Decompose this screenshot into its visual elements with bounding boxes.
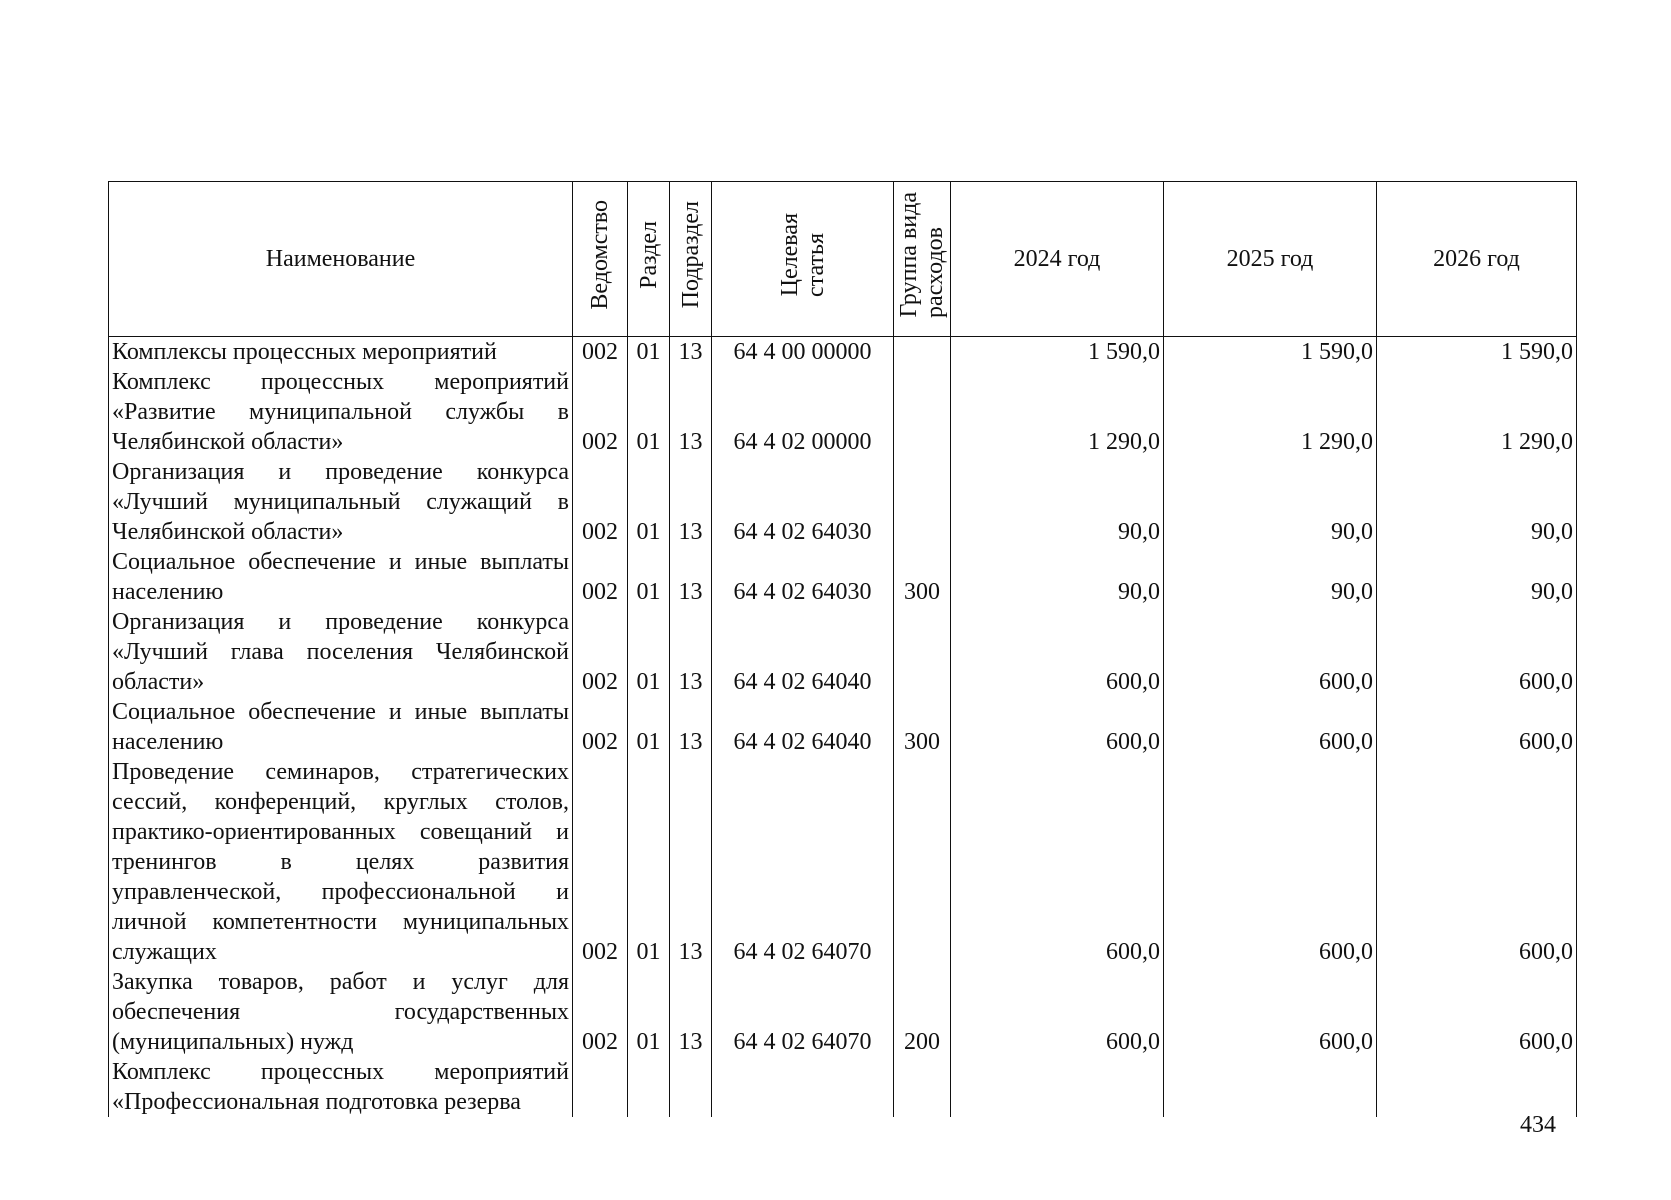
row-value-2024: 1 590,0 xyxy=(951,337,1164,368)
table-header-row xyxy=(109,182,1577,337)
row-podrazdel: 13 xyxy=(670,757,712,967)
row-vedomstvo: 002 xyxy=(573,367,628,457)
row-value-2024: 90,0 xyxy=(951,547,1164,607)
row-gruppa-vida xyxy=(894,337,951,368)
table-row xyxy=(109,1057,1577,1117)
row-value-2026: 600,0 xyxy=(1377,757,1577,967)
row-value-2024: 600,0 xyxy=(951,967,1164,1057)
row-celevaya-statya: 64 4 02 64040 xyxy=(712,697,894,757)
row-gruppa-vida: 200 xyxy=(894,967,951,1057)
row-celevaya-statya xyxy=(712,1057,894,1117)
row-razdel xyxy=(628,1057,670,1117)
row-podrazdel xyxy=(670,1057,712,1117)
row-gruppa-vida xyxy=(894,757,951,967)
table-row xyxy=(109,367,1577,457)
row-podrazdel: 13 xyxy=(670,367,712,457)
row-value-2026: 1 590,0 xyxy=(1377,337,1577,368)
budget-table xyxy=(108,181,1577,1117)
row-gruppa-vida: 300 xyxy=(894,697,951,757)
row-gruppa-vida xyxy=(894,367,951,457)
table-row xyxy=(109,607,1577,697)
row-gruppa-vida xyxy=(894,607,951,697)
row-value-2025: 600,0 xyxy=(1164,607,1377,697)
row-value-2025: 600,0 xyxy=(1164,757,1377,967)
table-row xyxy=(109,457,1577,547)
row-value-2024: 600,0 xyxy=(951,607,1164,697)
header-vedomstvo: Ведомство xyxy=(573,182,628,337)
row-podrazdel: 13 xyxy=(670,697,712,757)
row-celevaya-statya: 64 4 02 64070 xyxy=(712,967,894,1057)
row-razdel: 01 xyxy=(628,607,670,697)
header-gruppa-line2: расходов xyxy=(922,226,948,318)
row-podrazdel: 13 xyxy=(670,547,712,607)
row-razdel: 01 xyxy=(628,547,670,607)
row-value-2024: 600,0 xyxy=(951,697,1164,757)
row-value-2026: 1 290,0 xyxy=(1377,367,1577,457)
header-2026: 2026 год xyxy=(1377,182,1577,337)
row-gruppa-vida xyxy=(894,1057,951,1117)
row-vedomstvo: 002 xyxy=(573,607,628,697)
row-name: Комплексы процессных мероприятий xyxy=(109,337,573,368)
row-value-2026: 600,0 xyxy=(1377,607,1577,697)
row-razdel: 01 xyxy=(628,967,670,1057)
table-row xyxy=(109,967,1577,1057)
row-value-2025: 600,0 xyxy=(1164,697,1377,757)
row-value-2024: 90,0 xyxy=(951,457,1164,547)
row-celevaya-statya: 64 4 02 64030 xyxy=(712,457,894,547)
row-value-2025: 600,0 xyxy=(1164,967,1377,1057)
row-celevaya-statya: 64 4 02 64030 xyxy=(712,547,894,607)
row-podrazdel: 13 xyxy=(670,967,712,1057)
row-gruppa-vida: 300 xyxy=(894,547,951,607)
header-celevaya-line2: статья xyxy=(802,232,829,297)
row-value-2024 xyxy=(951,1057,1164,1117)
row-razdel: 01 xyxy=(628,337,670,368)
row-gruppa-vida xyxy=(894,457,951,547)
header-gruppa-vida-rashodov xyxy=(894,182,951,337)
row-name: Комплекс процессных мероприятий «Профессиональная подготовка резерва xyxy=(109,1057,573,1117)
row-value-2026: 90,0 xyxy=(1377,457,1577,547)
header-2025: 2025 год xyxy=(1164,182,1377,337)
table-body xyxy=(109,337,1577,1118)
row-name: Проведение семинаров, стратегических сессий, конференций, круглых столов, практико-ориентированных совещаний и тренингов в целях развития управленческой, профессиональной и личной компетентности муниципальных служащих xyxy=(109,757,573,967)
row-razdel: 01 xyxy=(628,457,670,547)
header-name: Наименование xyxy=(109,182,573,337)
row-value-2025: 1 290,0 xyxy=(1164,367,1377,457)
row-celevaya-statya: 64 4 02 64070 xyxy=(712,757,894,967)
row-vedomstvo: 002 xyxy=(573,337,628,368)
row-value-2026: 90,0 xyxy=(1377,547,1577,607)
row-razdel: 01 xyxy=(628,367,670,457)
row-celevaya-statya: 64 4 00 00000 xyxy=(712,337,894,368)
row-name: Закупка товаров, работ и услуг для обеспечения государственных (муниципальных) нужд xyxy=(109,967,573,1057)
row-name: Комплекс процессных мероприятий «Развитие муниципальной службы в Челябинской области» xyxy=(109,367,573,457)
page-number: 434 xyxy=(1520,1112,1556,1138)
row-name: Организация и проведение конкурса «Лучший глава поселения Челябинской области» xyxy=(109,607,573,697)
row-razdel: 01 xyxy=(628,697,670,757)
row-celevaya-statya: 64 4 02 64040 xyxy=(712,607,894,697)
header-razdel: Раздел xyxy=(628,182,670,337)
row-value-2025: 90,0 xyxy=(1164,547,1377,607)
row-name: Организация и проведение конкурса «Лучший муниципальный служащий в Челябинской области» xyxy=(109,457,573,547)
table-row xyxy=(109,337,1577,368)
row-value-2025 xyxy=(1164,1057,1377,1117)
row-podrazdel: 13 xyxy=(670,457,712,547)
header-celevaya-line1: Целевая xyxy=(776,213,803,297)
table-row xyxy=(109,757,1577,967)
row-razdel: 01 xyxy=(628,757,670,967)
row-value-2026: 600,0 xyxy=(1377,967,1577,1057)
table-row xyxy=(109,547,1577,607)
row-vedomstvo: 002 xyxy=(573,547,628,607)
row-celevaya-statya: 64 4 02 00000 xyxy=(712,367,894,457)
row-value-2026: 600,0 xyxy=(1377,697,1577,757)
row-value-2024: 1 290,0 xyxy=(951,367,1164,457)
row-value-2024: 600,0 xyxy=(951,757,1164,967)
header-gruppa-line1: Группа вида xyxy=(896,192,922,318)
header-2024: 2024 год xyxy=(951,182,1164,337)
row-vedomstvo: 002 xyxy=(573,457,628,547)
row-name: Социальное обеспечение и иные выплаты населению xyxy=(109,547,573,607)
row-value-2025: 90,0 xyxy=(1164,457,1377,547)
row-value-2025: 1 590,0 xyxy=(1164,337,1377,368)
row-vedomstvo: 002 xyxy=(573,967,628,1057)
header-podrazdel: Подраздел xyxy=(670,182,712,337)
row-value-2026 xyxy=(1377,1057,1577,1117)
row-vedomstvo: 002 xyxy=(573,697,628,757)
table-row xyxy=(109,697,1577,757)
header-celevaya-statya xyxy=(712,182,894,337)
row-vedomstvo: 002 xyxy=(573,757,628,967)
row-vedomstvo xyxy=(573,1057,628,1117)
row-podrazdel: 13 xyxy=(670,337,712,368)
row-name: Социальное обеспечение и иные выплаты населению xyxy=(109,697,573,757)
row-podrazdel: 13 xyxy=(670,607,712,697)
